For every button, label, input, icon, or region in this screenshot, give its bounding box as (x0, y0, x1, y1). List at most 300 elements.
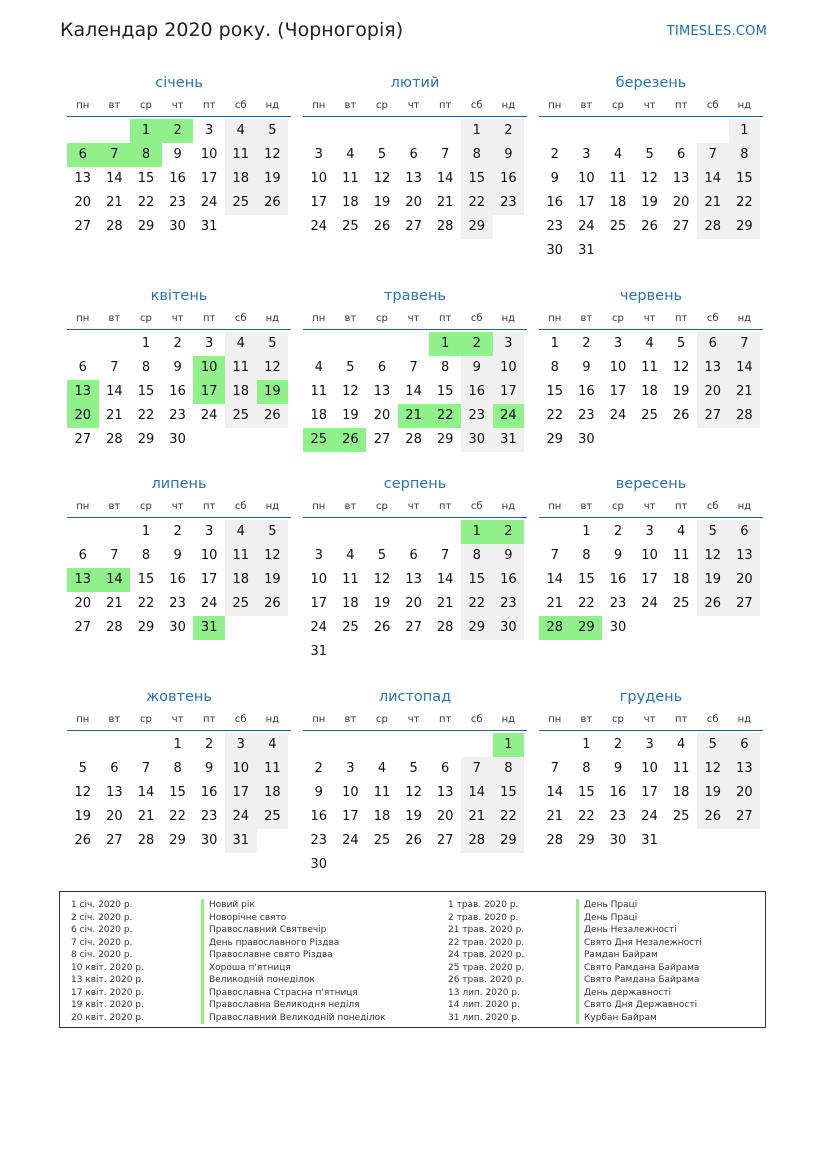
day-cell: 15 (546, 384, 564, 399)
day-cell: 21 (546, 809, 564, 824)
weekday-label: ср (376, 501, 388, 512)
legend-holiday-name: Свято Рамдана Байрама (576, 962, 702, 975)
day-cell: 13 (729, 757, 761, 781)
day-cell: 19 (672, 384, 690, 399)
holiday-day-cell: 22 (429, 404, 461, 428)
day-cell: 20 (74, 596, 92, 611)
weekday-header (67, 497, 291, 518)
day-cell: 18 (257, 781, 289, 805)
day-cell: 6 (409, 147, 418, 162)
day-cell: 25 (342, 620, 359, 635)
weekday-label: пт (202, 501, 216, 512)
day-cell: 18 (342, 596, 359, 611)
weekday-label: пт (674, 100, 688, 111)
day-cell: 6 (409, 548, 418, 563)
day-cell: 7 (409, 360, 418, 375)
site-logo-link[interactable]: TIMESLES.COM (666, 24, 767, 39)
day-cell: 23 (493, 592, 525, 616)
weekday-label: чт (407, 100, 420, 111)
day-cell: 23 (609, 596, 627, 611)
day-cell: 1 (461, 119, 493, 143)
holiday-day-cell: 17 (193, 380, 225, 404)
empty-cell (398, 733, 430, 757)
weekday-label: пт (438, 501, 452, 512)
weekday-label: вт (344, 100, 357, 111)
weekday-header (303, 710, 527, 731)
day-cell: 22 (137, 596, 155, 611)
day-cell: 3 (613, 336, 623, 351)
weekday-label: пт (674, 501, 688, 512)
day-cell: 23 (169, 195, 186, 210)
day-cell: 25 (609, 219, 627, 234)
day-cell: 26 (641, 219, 658, 234)
weekday-header (67, 309, 291, 330)
weekday-label: пн (76, 100, 90, 111)
day-cell: 9 (582, 360, 591, 375)
day-cell: 14 (697, 167, 729, 191)
day-cell: 13 (373, 384, 391, 399)
empty-cell (67, 520, 99, 544)
day-cell: 20 (106, 809, 123, 824)
weekday-label: вт (108, 313, 121, 324)
day-cell: 5 (697, 520, 729, 544)
day-cell: 26 (257, 191, 289, 215)
day-grid (539, 520, 763, 640)
day-cell: 31 (641, 833, 658, 848)
holiday-day-cell: 25 (303, 428, 335, 452)
weekday-label: пт (438, 100, 452, 111)
weekday-label: ср (612, 714, 624, 725)
day-cell: 16 (609, 785, 627, 800)
weekday-label: вт (344, 714, 357, 725)
legend-holiday-date: 13 лип. 2020 р. (448, 987, 520, 998)
day-cell: 31 (493, 428, 525, 452)
day-cell: 19 (697, 568, 729, 592)
page-title: Календар 2020 року. (Чорногорія) (60, 19, 404, 41)
day-cell: 28 (461, 829, 493, 853)
holiday-day-cell: 13 (67, 568, 99, 592)
day-cell: 4 (225, 520, 257, 544)
day-cell: 9 (461, 356, 493, 380)
day-cell: 15 (493, 781, 525, 805)
day-cell: 7 (441, 147, 450, 162)
day-cell: 4 (257, 733, 289, 757)
day-cell: 29 (436, 432, 454, 447)
day-cell: 28 (436, 219, 454, 234)
weekday-label: пт (202, 313, 216, 324)
month-name: грудень (619, 689, 683, 705)
weekday-label: нд (265, 100, 280, 111)
month-2 (303, 70, 527, 239)
day-cell: 1 (582, 737, 591, 752)
day-cell: 6 (78, 548, 87, 563)
day-cell: 15 (461, 167, 493, 191)
day-cell: 20 (405, 195, 422, 210)
day-cell: 14 (436, 171, 454, 186)
day-cell: 19 (257, 568, 289, 592)
month-7 (67, 471, 291, 640)
weekday-label: чт (171, 100, 184, 111)
day-cell: 22 (169, 809, 186, 824)
weekday-label: нд (265, 714, 280, 725)
weekday-label: пт (438, 313, 452, 324)
weekday-label: пн (548, 313, 562, 324)
legend-holiday-name: Православна Страсна п'ятниця (201, 987, 386, 1000)
month-1 (67, 70, 291, 239)
weekday-label: пн (76, 501, 90, 512)
day-cell: 10 (200, 147, 218, 162)
day-cell: 17 (493, 380, 525, 404)
day-cell: 20 (436, 809, 454, 824)
day-cell: 23 (546, 219, 564, 234)
day-cell: 23 (578, 408, 595, 423)
day-cell: 10 (641, 761, 658, 776)
day-cell: 3 (645, 524, 654, 539)
day-cell: 6 (110, 761, 119, 776)
day-cell: 21 (106, 408, 123, 423)
day-cell: 9 (205, 761, 214, 776)
day-cell: 22 (729, 191, 761, 215)
day-cell: 30 (461, 428, 493, 452)
day-cell: 19 (373, 596, 391, 611)
day-grid (303, 119, 527, 239)
day-cell: 17 (609, 384, 627, 399)
weekday-label: вт (580, 714, 593, 725)
day-cell: 8 (729, 143, 761, 167)
day-cell: 2 (493, 119, 525, 143)
day-cell: 15 (729, 167, 761, 191)
day-cell: 12 (697, 544, 729, 568)
day-cell: 6 (677, 147, 686, 162)
legend-holiday-name: День Незалежності (576, 924, 702, 937)
weekday-label: сб (470, 501, 483, 512)
holiday-day-cell: 7 (99, 143, 131, 167)
day-cell: 24 (200, 195, 218, 210)
empty-cell (366, 520, 398, 544)
weekday-label: ср (140, 714, 152, 725)
day-cell: 13 (405, 572, 422, 587)
empty-cell (697, 119, 729, 143)
day-cell: 30 (609, 620, 627, 635)
legend-holiday-date: 22 трав. 2020 р. (448, 937, 525, 948)
day-cell: 19 (342, 408, 359, 423)
month-name: квітень (150, 288, 208, 304)
day-cell: 20 (729, 781, 761, 805)
day-grid (303, 733, 527, 877)
day-cell: 31 (310, 644, 328, 659)
empty-cell (539, 119, 571, 143)
day-cell: 14 (137, 785, 155, 800)
day-cell: 31 (578, 243, 595, 258)
day-cell: 30 (310, 857, 328, 872)
weekday-label: сб (234, 714, 247, 725)
legend-holiday-name: Новорічне свято (201, 912, 386, 925)
day-cell: 15 (137, 572, 155, 587)
weekday-label: сб (706, 714, 719, 725)
day-cell: 1 (550, 336, 559, 351)
weekday-header (539, 710, 763, 731)
weekday-label: чт (407, 313, 420, 324)
legend-holiday-date: 19 квіт. 2020 р. (71, 1000, 144, 1010)
day-cell: 8 (582, 548, 591, 563)
weekday-label: ср (376, 100, 388, 111)
day-cell: 17 (641, 572, 658, 587)
weekday-label: ср (140, 501, 152, 512)
day-cell: 24 (609, 408, 627, 423)
day-cell: 26 (697, 592, 729, 616)
day-cell: 18 (225, 167, 257, 191)
legend-left-dates (71, 899, 144, 1024)
legend-holiday-date: 31 лип. 2020 р. (448, 1012, 520, 1023)
legend-holiday-name: Курбан Байрам (576, 1012, 702, 1025)
weekday-label: вт (580, 100, 593, 111)
legend-holiday-date: 24 трав. 2020 р. (448, 950, 525, 960)
day-cell: 12 (74, 785, 92, 800)
day-cell: 20 (74, 195, 92, 210)
day-cell: 9 (173, 147, 182, 162)
weekday-label: нд (737, 100, 752, 111)
day-cell: 12 (641, 171, 658, 186)
day-cell: 24 (310, 219, 328, 234)
day-cell: 10 (641, 548, 658, 563)
weekday-header (539, 497, 763, 518)
day-grid (303, 332, 527, 452)
legend-holiday-date: 26 трав. 2020 р. (448, 975, 525, 985)
day-cell: 18 (609, 195, 627, 210)
weekday-label: нд (501, 501, 516, 512)
day-cell: 28 (106, 219, 123, 234)
day-cell: 28 (697, 215, 729, 239)
day-cell: 27 (729, 805, 761, 829)
day-cell: 22 (137, 195, 155, 210)
day-cell: 11 (342, 572, 359, 587)
day-cell: 12 (697, 757, 729, 781)
weekday-label: пн (548, 714, 562, 725)
weekday-header (539, 309, 763, 330)
day-cell: 11 (609, 171, 627, 186)
day-cell: 12 (672, 360, 690, 375)
day-cell: 25 (225, 592, 257, 616)
legend-holiday-name: Свято Рамдана Байрама (576, 974, 702, 987)
empty-cell (366, 119, 398, 143)
day-cell: 27 (729, 592, 761, 616)
day-cell: 29 (546, 432, 564, 447)
day-cell: 10 (310, 572, 328, 587)
day-cell: 27 (74, 620, 92, 635)
day-cell: 23 (169, 596, 186, 611)
day-cell: 24 (641, 596, 658, 611)
weekday-header (539, 96, 763, 117)
day-cell: 15 (137, 384, 155, 399)
day-cell: 13 (405, 171, 422, 186)
day-cell: 27 (697, 404, 729, 428)
day-cell: 18 (641, 384, 658, 399)
weekday-label: пт (674, 714, 688, 725)
day-cell: 1 (141, 524, 151, 539)
month-name: січень (155, 75, 203, 91)
day-cell: 15 (578, 572, 595, 587)
day-cell: 16 (200, 785, 218, 800)
day-cell: 16 (169, 171, 186, 186)
weekday-label: чт (643, 501, 656, 512)
day-cell: 2 (205, 737, 214, 752)
day-cell: 19 (74, 809, 92, 824)
day-cell: 30 (169, 219, 186, 234)
day-cell: 10 (310, 171, 328, 186)
weekday-label: вт (344, 501, 357, 512)
day-cell: 10 (200, 548, 218, 563)
day-cell: 13 (697, 356, 729, 380)
day-cell: 8 (461, 544, 493, 568)
weekday-label: ср (612, 100, 624, 111)
day-cell: 30 (169, 620, 186, 635)
day-cell: 19 (257, 167, 289, 191)
month-3 (539, 70, 763, 263)
empty-cell (67, 119, 99, 143)
weekday-header (303, 497, 527, 518)
day-cell: 16 (493, 568, 525, 592)
empty-cell (99, 332, 131, 356)
day-cell: 14 (436, 572, 454, 587)
day-cell: 15 (461, 568, 493, 592)
day-cell: 5 (697, 733, 729, 757)
day-cell: 21 (436, 596, 454, 611)
day-cell: 18 (310, 408, 328, 423)
day-cell: 8 (141, 548, 151, 563)
weekday-label: чт (643, 313, 656, 324)
holiday-day-cell: 2 (461, 332, 493, 356)
day-cell: 23 (200, 809, 218, 824)
day-cell: 30 (609, 833, 627, 848)
day-cell: 11 (310, 384, 328, 399)
day-cell: 28 (729, 404, 761, 428)
weekday-label: ср (376, 313, 388, 324)
day-cell: 20 (373, 408, 391, 423)
weekday-label: чт (171, 313, 184, 324)
day-cell: 23 (310, 833, 328, 848)
weekday-label: пн (548, 501, 562, 512)
day-cell: 21 (106, 596, 123, 611)
day-grid (67, 119, 291, 239)
day-cell: 30 (169, 432, 186, 447)
weekday-label: сб (234, 501, 247, 512)
day-cell: 12 (405, 785, 422, 800)
day-cell: 27 (405, 219, 422, 234)
day-grid (67, 520, 291, 640)
weekday-label: пн (312, 501, 326, 512)
day-cell: 16 (493, 167, 525, 191)
day-cell: 6 (441, 761, 450, 776)
day-grid (539, 733, 763, 853)
day-cell: 20 (697, 380, 729, 404)
day-cell: 9 (613, 761, 623, 776)
day-cell: 7 (550, 548, 559, 563)
day-cell: 21 (436, 195, 454, 210)
day-cell: 16 (169, 572, 186, 587)
day-cell: 3 (205, 123, 214, 138)
day-cell: 12 (373, 572, 391, 587)
day-cell: 12 (342, 384, 359, 399)
day-cell: 3 (314, 548, 323, 563)
day-cell: 25 (257, 805, 289, 829)
weekday-label: нд (265, 501, 280, 512)
day-cell: 11 (257, 757, 289, 781)
day-cell: 5 (257, 119, 289, 143)
day-cell: 9 (493, 143, 525, 167)
day-cell: 7 (110, 360, 119, 375)
day-cell: 10 (578, 171, 595, 186)
holiday-day-cell: 21 (398, 404, 430, 428)
day-cell: 8 (493, 757, 525, 781)
month-4 (67, 283, 291, 452)
day-cell: 17 (200, 572, 218, 587)
day-cell: 4 (613, 147, 623, 162)
day-grid (67, 332, 291, 452)
day-cell: 19 (697, 781, 729, 805)
weekday-label: чт (643, 714, 656, 725)
day-cell: 25 (373, 833, 391, 848)
weekday-label: чт (643, 100, 656, 111)
legend-right-dates (448, 899, 524, 1024)
empty-cell (335, 119, 367, 143)
legend-holiday-name: Православна Великодня неділя (201, 999, 386, 1012)
day-cell: 17 (342, 809, 359, 824)
day-cell: 11 (672, 548, 690, 563)
month-name: вересень (615, 476, 687, 492)
day-cell: 14 (106, 171, 123, 186)
holiday-day-cell: 6 (67, 143, 99, 167)
day-cell: 18 (672, 785, 690, 800)
day-cell: 2 (173, 336, 182, 351)
day-cell: 1 (141, 336, 151, 351)
day-cell: 30 (493, 616, 525, 640)
day-cell: 15 (436, 384, 454, 399)
day-cell: 3 (493, 332, 525, 356)
day-cell: 8 (550, 360, 559, 375)
day-cell: 31 (225, 829, 257, 853)
weekday-label: сб (470, 714, 483, 725)
day-cell: 24 (342, 833, 359, 848)
day-cell: 27 (74, 219, 92, 234)
weekday-label: сб (706, 501, 719, 512)
empty-cell (398, 332, 430, 356)
weekday-label: сб (706, 313, 719, 324)
day-cell: 12 (257, 544, 289, 568)
day-cell: 21 (697, 191, 729, 215)
day-cell: 11 (641, 360, 658, 375)
day-cell: 25 (225, 191, 257, 215)
day-cell: 4 (346, 147, 355, 162)
weekday-label: сб (470, 313, 483, 324)
day-cell: 28 (546, 833, 564, 848)
day-cell: 3 (205, 524, 214, 539)
weekday-label: нд (501, 714, 516, 725)
day-cell: 25 (342, 219, 359, 234)
legend-holiday-date: 1 січ. 2020 р. (71, 900, 133, 910)
day-cell: 16 (609, 572, 627, 587)
weekday-label: вт (108, 501, 121, 512)
legend-holiday-date: 1 трав. 2020 р. (448, 900, 519, 910)
day-cell: 6 (377, 360, 387, 375)
day-cell: 28 (106, 620, 123, 635)
weekday-label: чт (171, 501, 184, 512)
day-cell: 5 (257, 520, 289, 544)
day-cell: 26 (697, 805, 729, 829)
legend-holiday-name: День Праці (576, 899, 702, 912)
holiday-day-cell: 2 (162, 119, 194, 143)
weekday-label: пн (312, 313, 326, 324)
day-cell: 27 (106, 833, 123, 848)
